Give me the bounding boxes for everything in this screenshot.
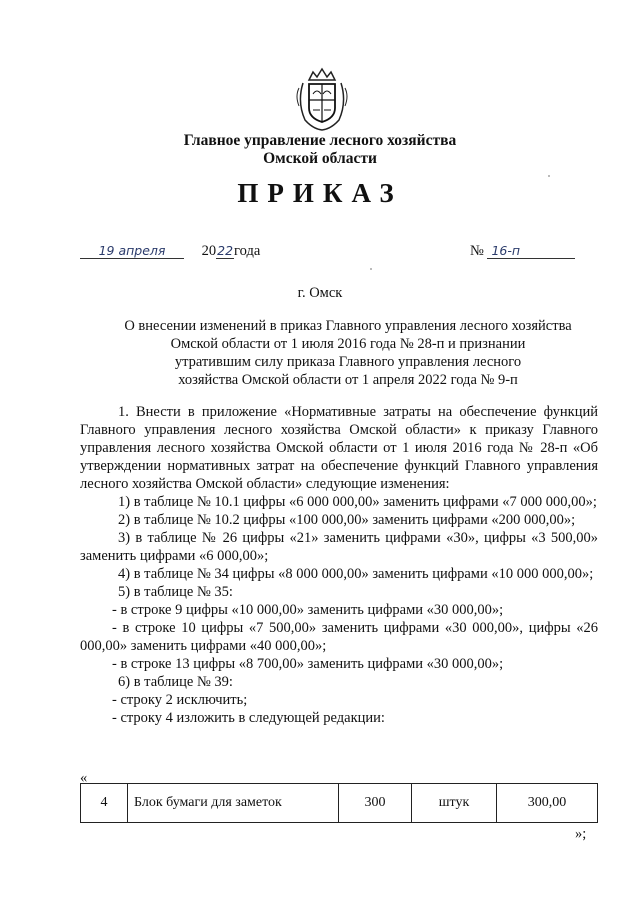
handwritten-date: 19 апреля <box>80 243 184 259</box>
city: г. Омск <box>297 285 343 301</box>
subject-line: О внесении изменений в приказ Главного управления лесного хозяйства <box>124 318 572 334</box>
table-cell-price: 300,00 <box>497 784 598 823</box>
item-3: 3) в таблице № 26 цифры «21» заменить цифрами «30», цифры «3 500,00» заменить цифрами «6 000,00»; <box>80 530 598 564</box>
table-cell-item: Блок бумаги для заметок <box>128 784 339 823</box>
order-number <box>470 243 575 260</box>
scan-speck <box>548 175 550 177</box>
item-5-sub-a: - в строке 9 цифры «10 000,00» заменить цифрами «30 000,00»; <box>112 602 504 618</box>
item-6-sub-b: - строку 4 изложить в следующей редакции: <box>112 710 385 726</box>
table-cell-number: 4 <box>81 784 128 823</box>
replacement-table <box>80 783 598 823</box>
subject-line: утратившим силу приказа Главного управления лесного <box>174 354 522 370</box>
item-1: 1) в таблице № 10.1 цифры «6 000 000,00» заменить цифрами «7 000 000,00»; <box>118 494 597 510</box>
order-body <box>80 403 598 727</box>
number-prefix: № <box>470 243 484 259</box>
item-5-sub-c: - в строке 13 цифры «8 700,00» заменить цифрами «30 000,00»; <box>112 656 504 672</box>
document-title: ПРИКАЗ <box>237 178 403 208</box>
item-5: 5) в таблице № 35: <box>118 584 233 600</box>
order-date <box>80 243 260 260</box>
subject-line: Омской области от 1 июля 2016 года № 28-п и признании <box>170 336 526 352</box>
subject-line: хозяйства Омской области от 1 апреля 2022 года № 9-п <box>178 372 518 388</box>
item-5-sub-b: - в строке 10 цифры «7 500,00» заменить цифрами «30 000,00», цифры «26 000,00» заменить цифрами «40 000,00»; <box>80 620 598 654</box>
paragraph-1: 1. Внести в приложение «Нормативные затраты на обеспечение функций Главного управления лесного хозяйства Омской области» к приказу Главного управления лесного хозяйства Омской области от 1 июля 2016 года № 28-п «Об утверждении нормативных затрат на обеспечение функций Главного управления лесного хозяйства Омской области» следующие изменения: <box>80 404 598 492</box>
year-suffix: года <box>234 243 261 259</box>
scan-speck <box>370 268 372 270</box>
quote-close: »; <box>575 826 587 842</box>
organization-name-line2: Омской области <box>263 150 377 167</box>
quote-open: « <box>80 770 88 786</box>
item-6: 6) в таблице № 39: <box>118 674 233 690</box>
table-cell-unit: штук <box>412 784 497 823</box>
item-4: 4) в таблице № 34 цифры «8 000 000,00» заменить цифрами «10 000 000,00»; <box>118 566 594 582</box>
table-row <box>81 784 598 823</box>
coat-of-arms-emblem <box>293 66 351 132</box>
handwritten-number: 16-п <box>487 243 575 259</box>
item-6-sub-a: - строку 2 исключить; <box>112 692 248 708</box>
table-cell-quantity: 300 <box>339 784 412 823</box>
item-2: 2) в таблице № 10.2 цифры «100 000,00» заменить цифрами «200 000,00»; <box>118 512 576 528</box>
year-prefix: 20 <box>201 243 217 259</box>
order-subject <box>98 317 598 389</box>
handwritten-year: 22 <box>217 243 234 258</box>
organization-name-line1: Главное управление лесного хозяйства <box>183 132 457 149</box>
